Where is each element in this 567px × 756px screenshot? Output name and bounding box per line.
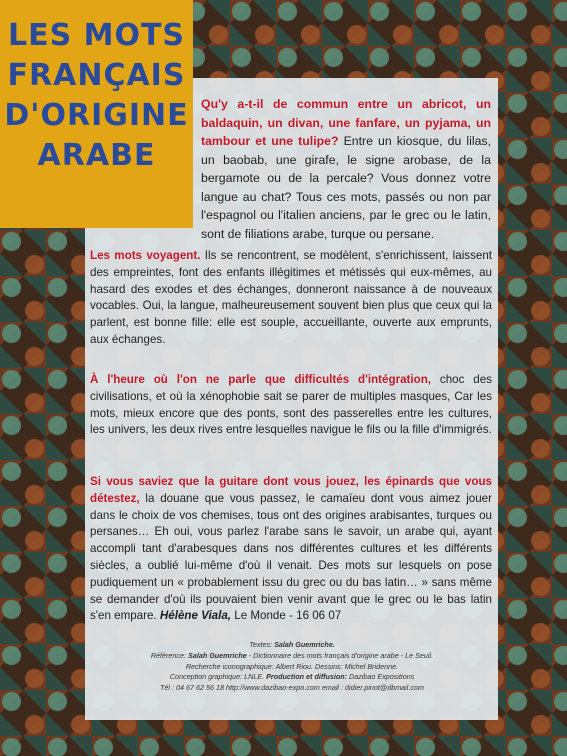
credits-texts <box>88 640 496 651</box>
credits-production-label: Production et diffusion: <box>266 672 348 682</box>
credits-reference <box>88 651 496 662</box>
quote-author: Hélène Viala, <box>159 609 232 623</box>
credits <box>88 640 496 694</box>
paragraph-1-body: Entre un kiosque, du lilas, un baobab, une girafe, le signe arobase, de la bergamote ou de la percale? Vous donnez votre langue au chat? Tous ces mots, passés ou non par l'espagnol ou l'italien anciens, par le grec ou le latin, sont de filiations arabe, turque ou persane. <box>201 134 491 241</box>
paragraph-1-lead: Qu'y a-t-il de commun entre un abricot, un baldaquin, un divan, une fanfare, un pyjama, un tambour et une tulipe? <box>201 97 491 148</box>
credits-reference-rest: - Dictionnaire des mots français d'origine arabe - Le Seuil. <box>248 650 434 660</box>
paragraph-2-body: Ils se rencontrent, se modèlent, s'enrichissent, laissent des empreintes, font des enfants illégitimes et métissés qui eux-mêmes, au hasard des exodes et des échanges, donneront naissance à de nouveaux vocables. Oui, la langue, malheureusement souvent bien plus que ceux qui la parlent, est bonne fille: elle est souple, accueillante, ouverte aux emprunts, aux échanges. <box>90 249 492 346</box>
credits-texts-label: Textes: <box>249 640 273 649</box>
title-block <box>0 0 193 228</box>
paragraph-4-body: la douane que vous passez, le camaïeu dont vous aimez jouer dans le choix de vos chemises, tous ont des origines arabisantes, turques ou persanes… Eh oui, vous parlez l'arabe sans le savoir, un arabe qui, ayant accompli tant d'arabesques dans nos différentes cultures et les différents siècles, a oublié lui-même d'où il venait. Des mots sur lesquels on pose pudiquement un « probablement issu du grec ou du bas latin… » sans même se demander d'où ils pouvaient bien venir avant que le grec ou le bas latin s'en empare. <box>90 491 492 623</box>
paragraph-1 <box>201 95 491 243</box>
paragraph-2 <box>90 248 492 349</box>
paragraph-4-lead: Si vous saviez que la guitare dont vous jouez, les épinards que vous détestez, <box>90 475 492 505</box>
paragraph-3 <box>90 372 492 439</box>
credits-research: Recherche iconographique: Albert Riou. Dessins: Michel Bridenne. <box>185 661 399 671</box>
credits-production <box>88 672 496 683</box>
paragraph-3-body: choc des civilisations, et où la xénophobie sait se parer de multiples masques, Car les mots, mieux encore que des ponts, sont des passerelles entre les cultures, les univers, les deux rives entre lesquelles navigue le fils ou la fille d'immigrés. <box>90 373 492 437</box>
credits-production-value: Dazibao Expositions <box>349 672 415 682</box>
paragraph-4 <box>90 474 492 625</box>
credits-design: Conception graphique: LNLE. <box>169 672 265 682</box>
paragraph-2-lead: Les mots voyagent. <box>90 249 201 262</box>
quote-source: Le Monde - 16 06 07 <box>234 609 342 623</box>
credits-contact: Tél : 04 67 62 56 18 http://www.dazibao-expo.com email : didier.pinot@dbmail.com <box>160 683 424 693</box>
poster-title: LES MOTS FRANÇAIS D'ORIGINE ARABE <box>4 18 189 173</box>
credits-texts-author: Salah Guemriche. <box>274 640 335 649</box>
credits-reference-label: Référence: <box>150 650 187 660</box>
credits-reference-author: Salah Guemriche <box>188 650 247 660</box>
paragraph-3-lead: À l'heure où l'on ne parle que difficultés d'intégration, <box>90 373 431 386</box>
